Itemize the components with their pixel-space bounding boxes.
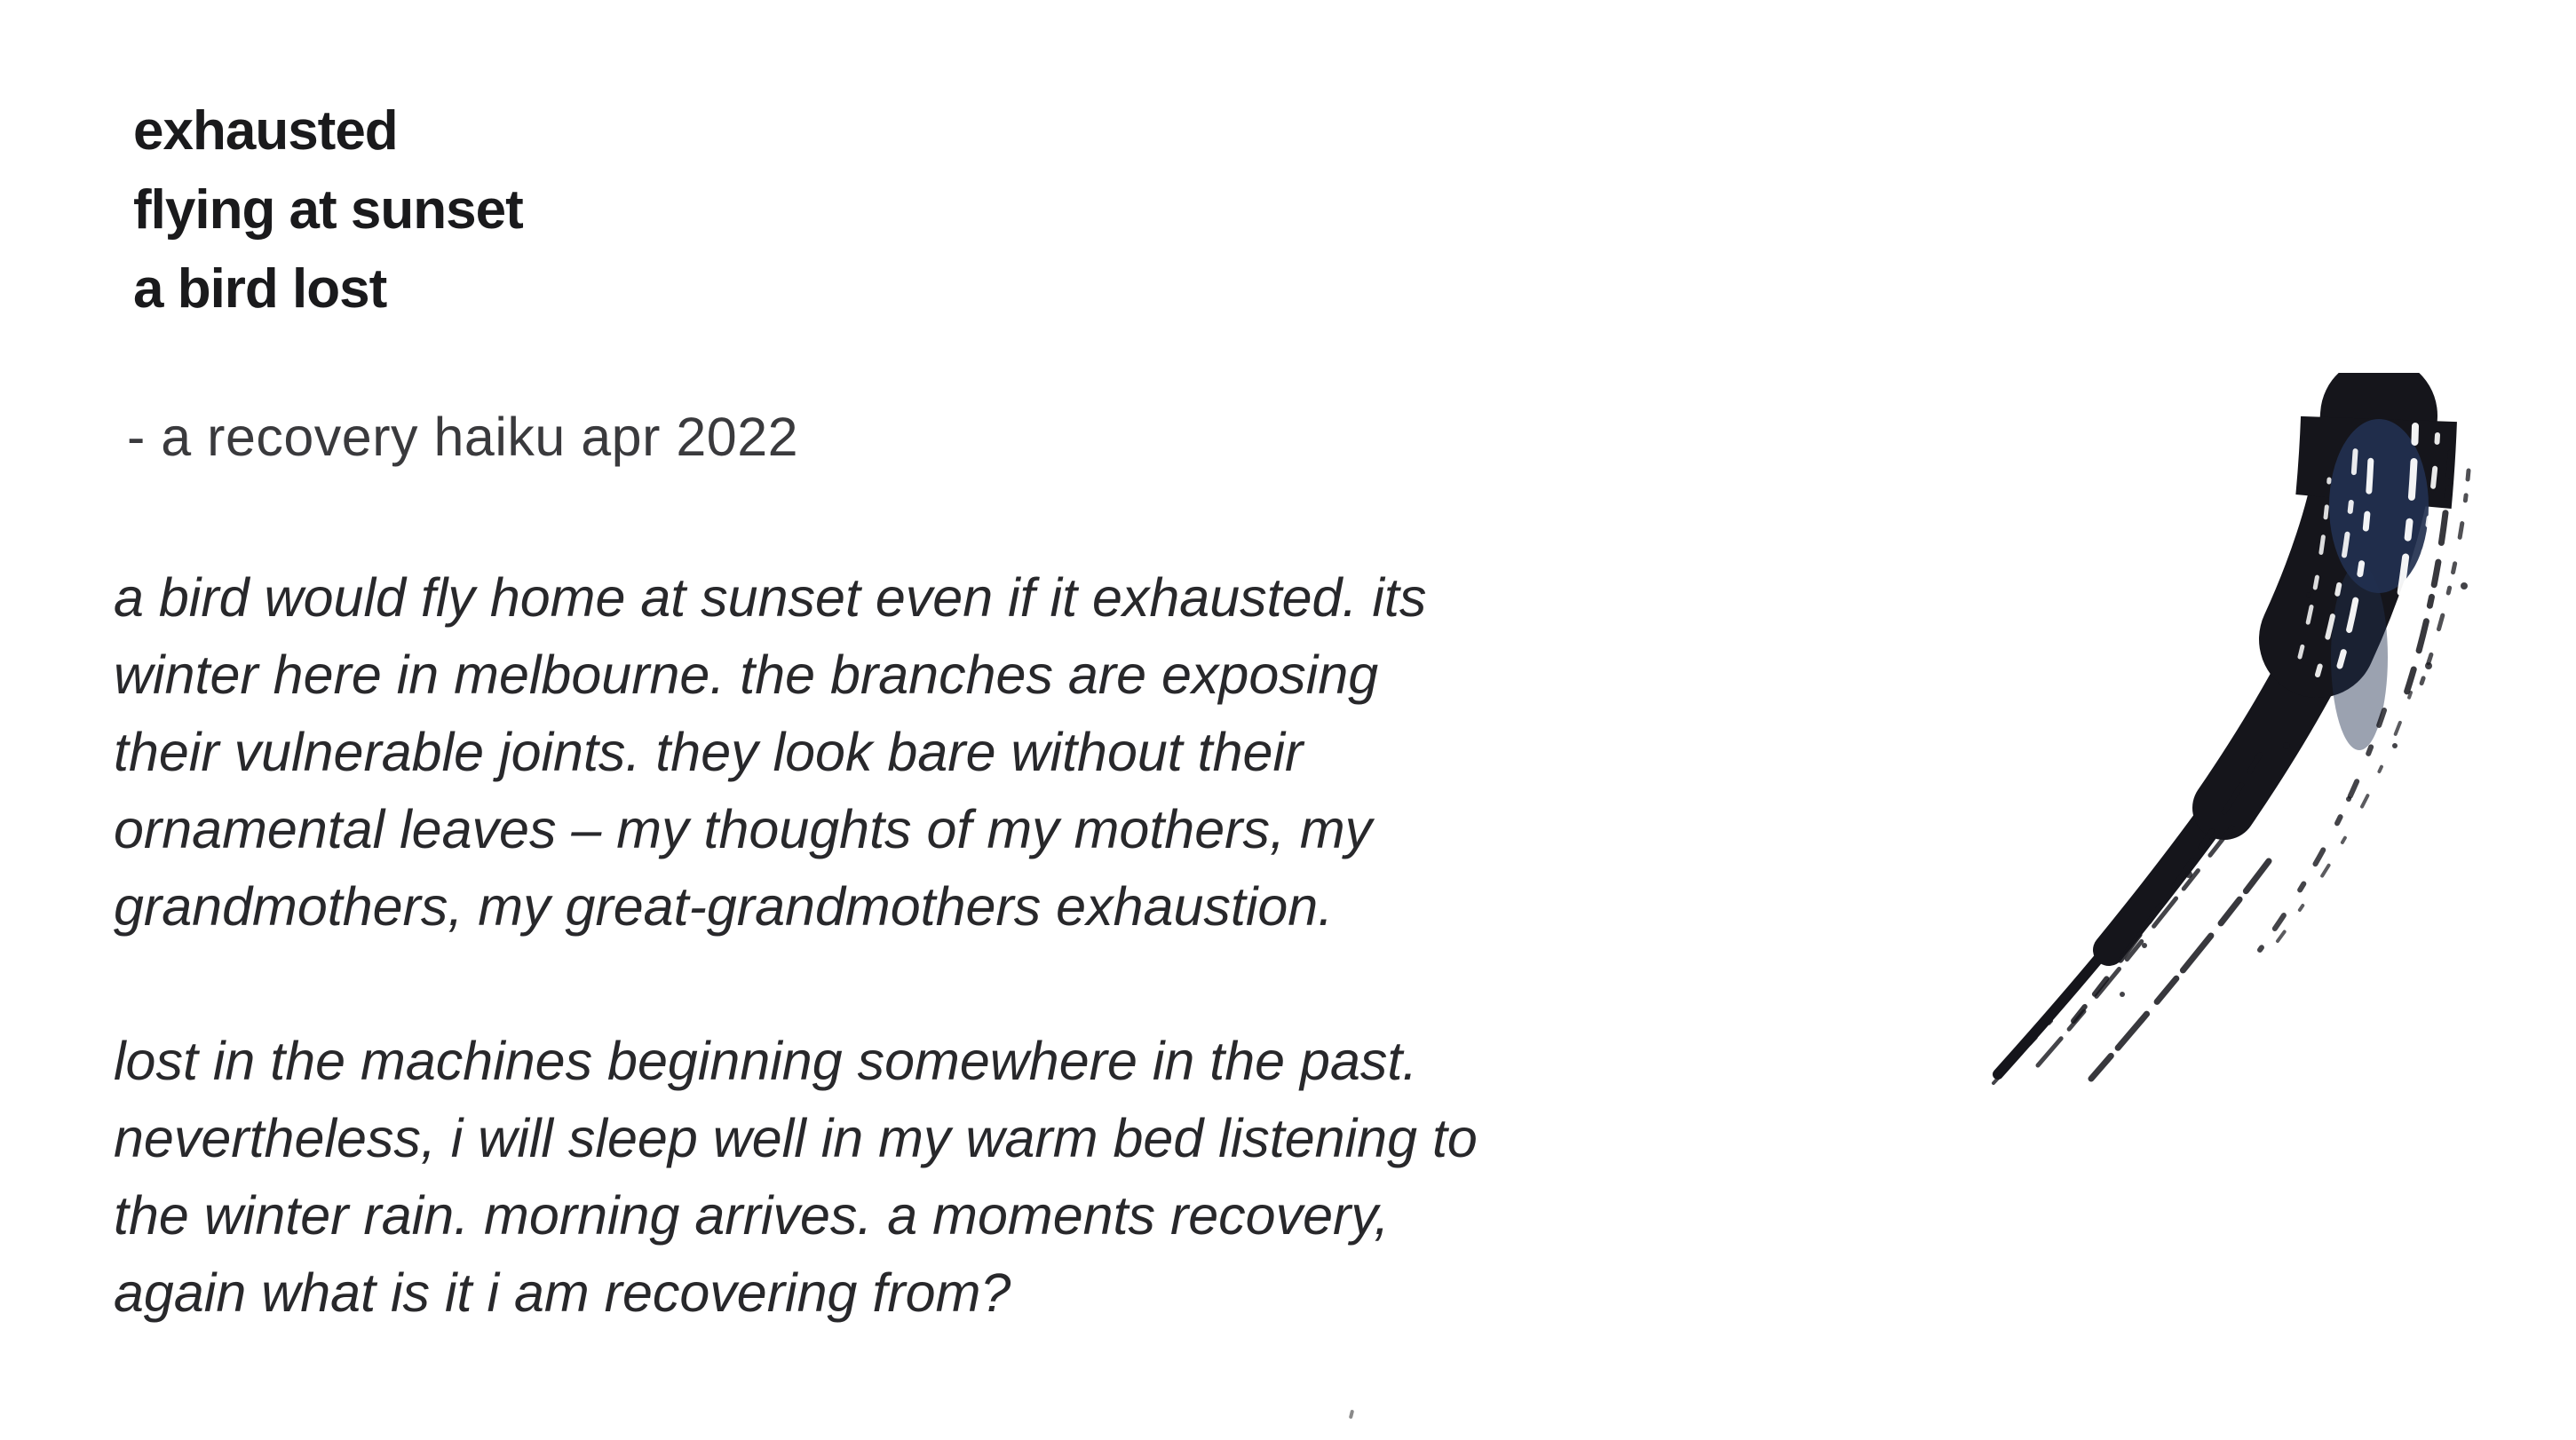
commentary-line: the winter rain. morning arrives. a moments recovery, <box>114 1185 1390 1246</box>
commentary-line: again what is it i am recovering from? <box>114 1262 1011 1323</box>
haiku-line-1: exhausted <box>133 100 398 162</box>
commentary-paragraph-2 <box>114 1023 1478 1332</box>
poem-attribution: - a recovery haiku apr 2022 <box>127 407 799 467</box>
commentary-line: nevertheless, i will sleep well in my warm bed listening to <box>114 1108 1478 1168</box>
commentary-line: their vulnerable joints. they look bare without their <box>114 722 1304 782</box>
commentary-line: grandmothers, my great-grandmothers exhaustion. <box>114 876 1334 937</box>
ink-brush-stroke <box>1967 373 2500 1101</box>
commentary-paragraph-1 <box>114 559 1426 945</box>
haiku-line-3: a bird lost <box>133 258 387 320</box>
scan-speckle <box>1349 1410 1354 1420</box>
commentary-line: lost in the machines beginning somewhere in the past. <box>114 1031 1418 1091</box>
commentary-line: a bird would fly home at sunset even if it exhausted. its <box>114 567 1427 628</box>
haiku-poem <box>133 91 523 328</box>
commentary-line: ornamental leaves – my thoughts of my mothers, my <box>114 799 1373 859</box>
ink-brush-stroke-artwork <box>1967 373 2500 1101</box>
commentary-line: winter here in melbourne. the branches are exposing <box>114 645 1379 705</box>
haiku-line-2: flying at sunset <box>133 179 523 241</box>
